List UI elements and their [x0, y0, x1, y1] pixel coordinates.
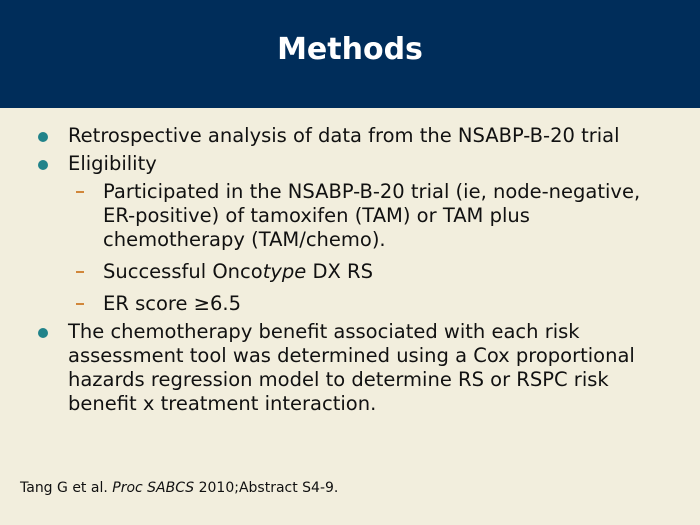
bullet-text: Retrospective analysis of data from the NSABP-B-20 trial [68, 124, 620, 147]
sub-bullet-text: ER-positive) of tamoxifen (TAM) or TAM plus [103, 204, 530, 227]
bullet-item [0, 124, 678, 148]
bullet-text: The chemotherapy benefit associated with each risk [68, 320, 580, 343]
sub-bullet-item [0, 260, 673, 284]
bullet-text: hazards regression model to determine RS or RSPC risk [68, 368, 609, 391]
sub-bullet-text: ER score ≥6.5 [103, 292, 242, 315]
bullet-dot-icon [38, 328, 48, 338]
sub-bullet-item [0, 292, 673, 316]
bullet-text: benefit x treatment interaction. [68, 392, 377, 415]
bullet-dot-icon [38, 160, 48, 170]
slide-body [0, 124, 700, 416]
bullet-text: Eligibility [68, 152, 157, 175]
bullet-item [0, 320, 678, 416]
sub-bullet-text: chemotherapy (TAM/chemo). [103, 228, 386, 251]
bullet-item [0, 152, 678, 176]
sub-bullet-text: Successful Oncotype DX RS [103, 260, 373, 283]
dash-bullet-icon [76, 191, 84, 193]
sub-bullet-item [0, 180, 673, 252]
title-bar [0, 0, 700, 108]
dash-bullet-icon [76, 271, 84, 273]
slide-title: Methods [277, 32, 423, 67]
bullet-dot-icon [38, 132, 48, 142]
sub-bullet-text: Participated in the NSABP-B-20 trial (ie, node-negative, [103, 180, 641, 203]
bullet-text: assessment tool was determined using a Cox proportional [68, 344, 635, 367]
dash-bullet-icon [76, 303, 84, 305]
citation: Tang G et al. Proc SABCS 2010;Abstract S4-9. [20, 480, 339, 496]
